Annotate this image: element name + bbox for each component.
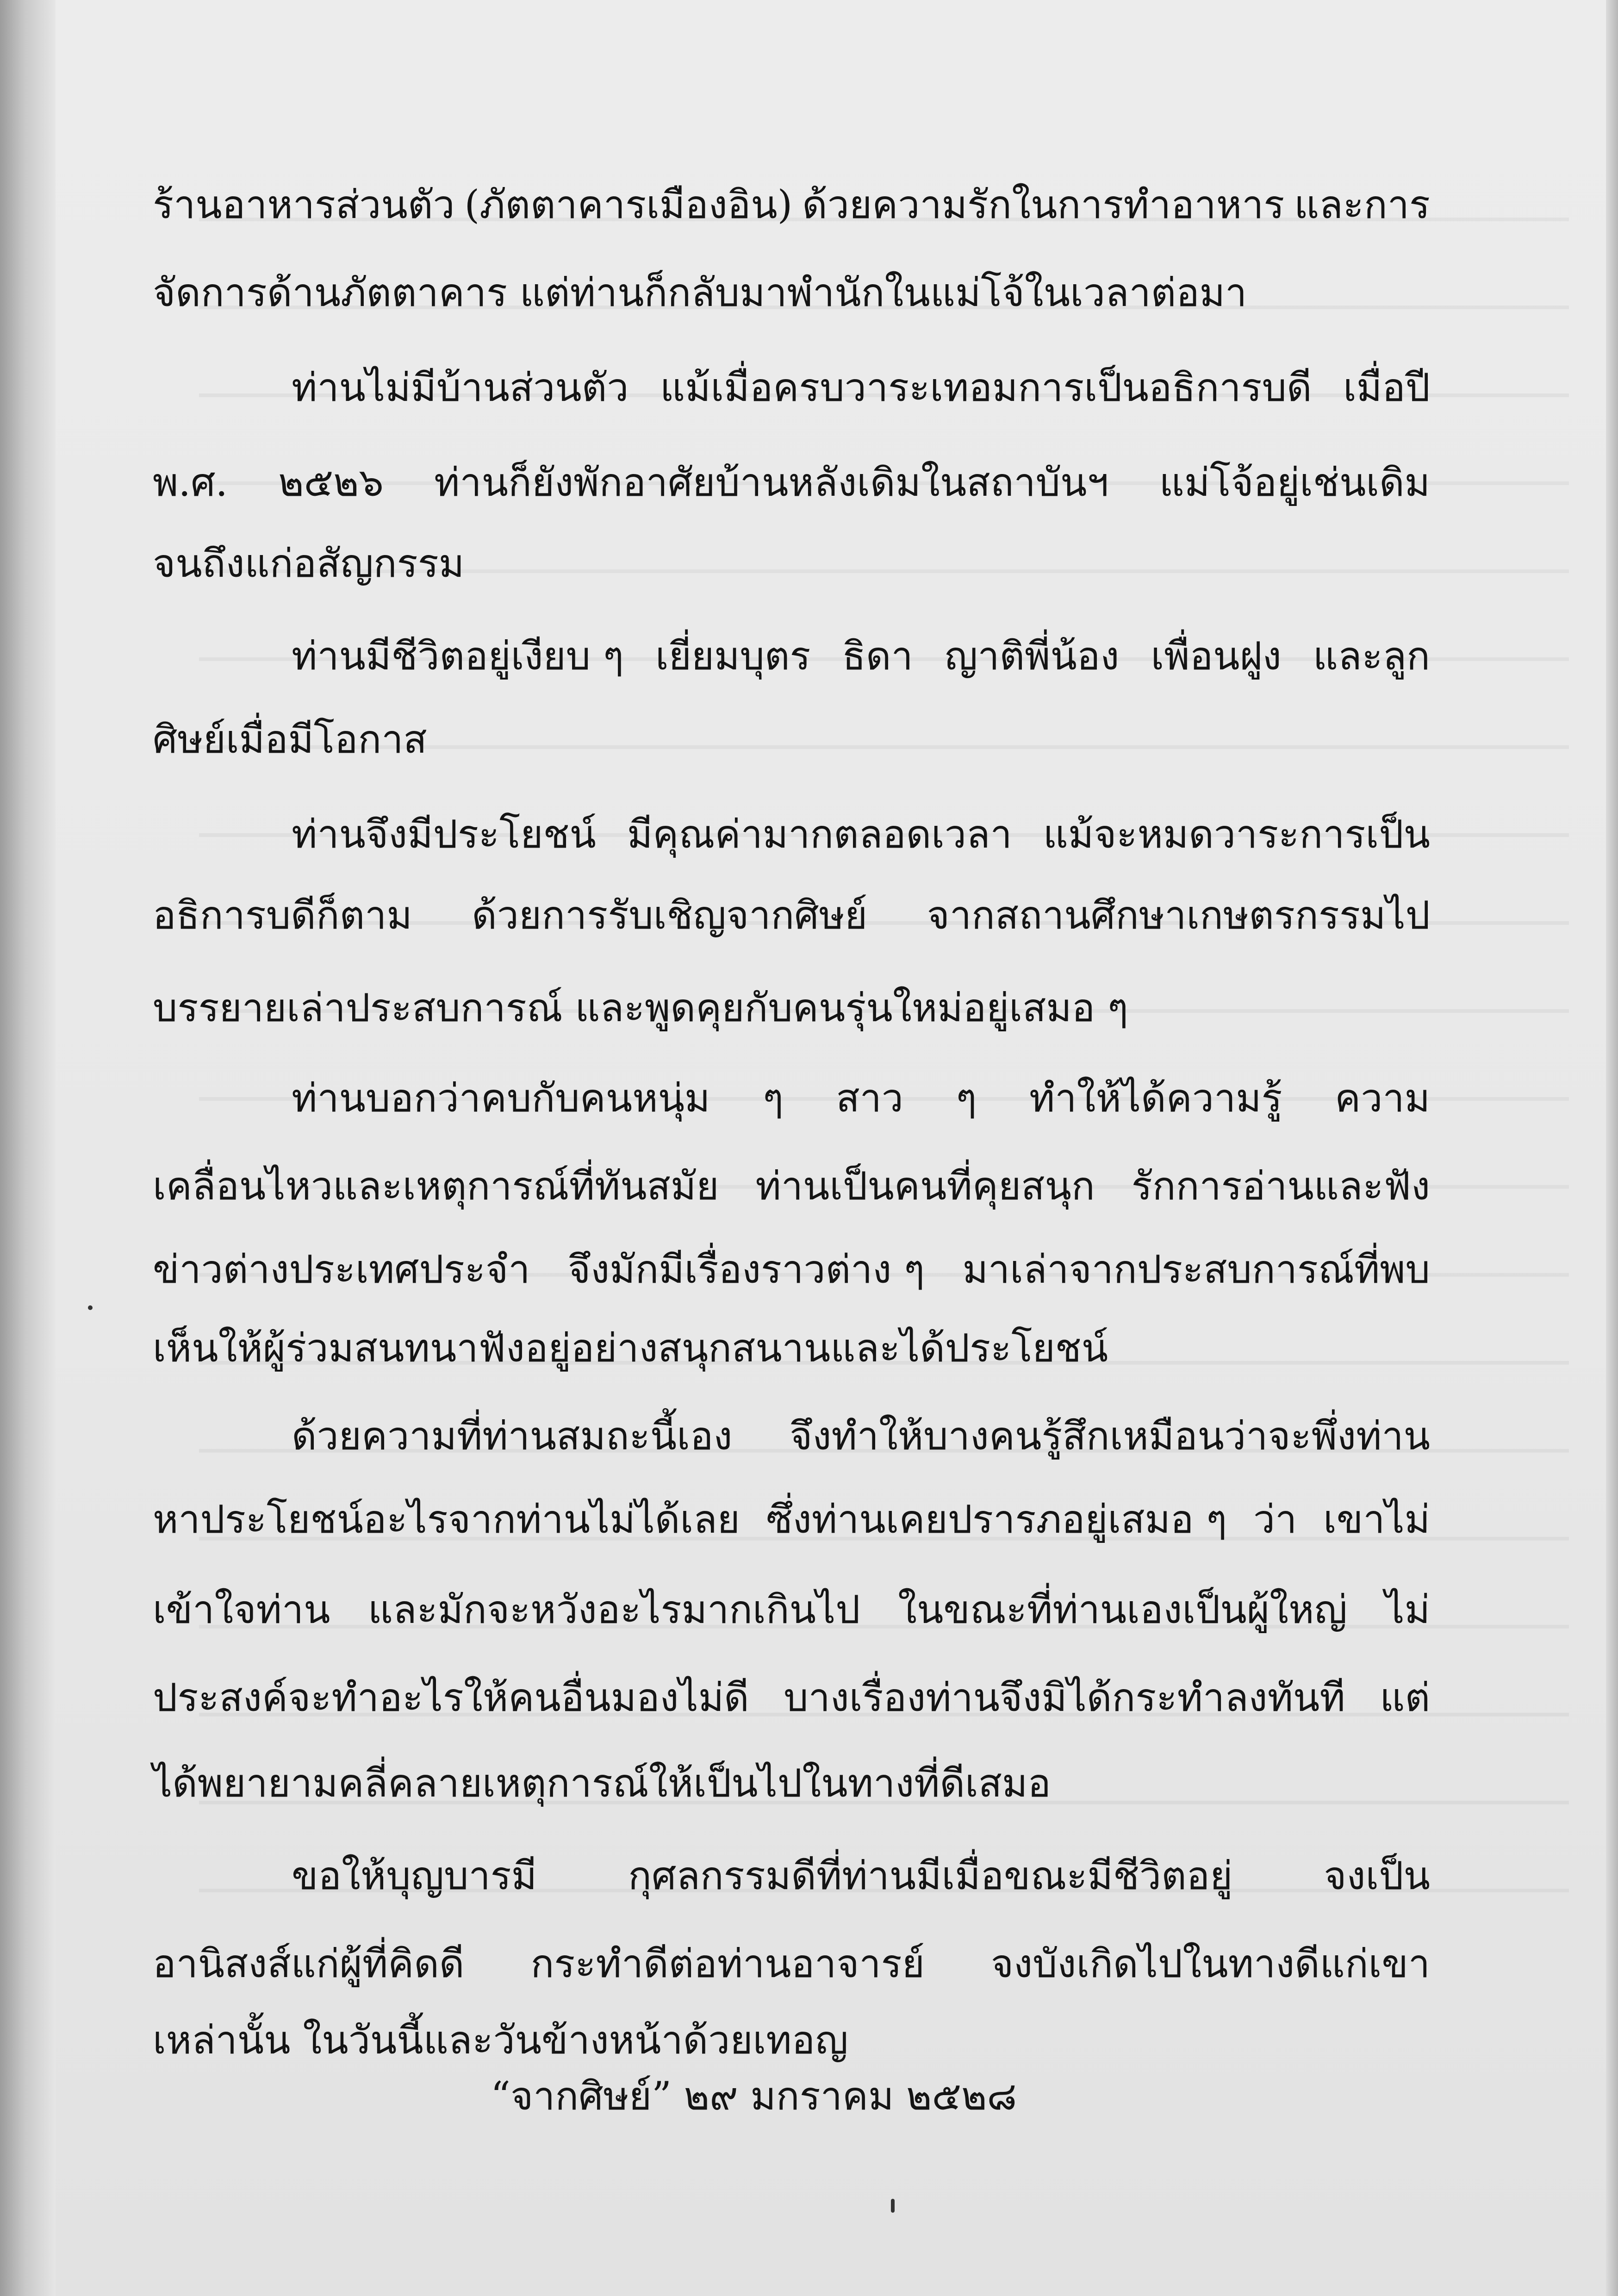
- text-segment: เคลื่อนไหวและเหตุการณ์ที่ทันสมัย: [153, 1163, 719, 1209]
- text-line-11: [153, 1075, 1430, 1121]
- text-segment: มาเล่าจากประสบการณ์ที่พบ: [962, 1247, 1430, 1292]
- text-segment: ประสงค์จะทำอะไรให้คนอื่นมองไม่ดี: [153, 1675, 749, 1720]
- text-line-22: เหล่านั้น ในวันนี้และวันข้างหน้าด้วยเทอญ: [153, 2017, 848, 2063]
- text-line-16: [153, 1497, 1430, 1542]
- text-line-7: ศิษย์เมื่อมีโอกาส: [153, 717, 427, 762]
- text-segment: เยี่ยมบุตร: [655, 633, 811, 679]
- text-line-20: [153, 1853, 1430, 1898]
- text-segment: ๆ: [956, 1075, 977, 1121]
- text-segment: ท่านก็ยังพักอาศัยบ้านหลังเดิมในสถาบันฯ: [434, 460, 1109, 505]
- text-line-17: [153, 1587, 1430, 1632]
- text-segment: จึงทำให้บางคนรู้สึกเหมือนว่าจะพึ่งท่าน: [790, 1413, 1430, 1459]
- text-segment: ร้านอาหารส่วนตัว: [153, 182, 455, 227]
- text-segment: สาว: [836, 1075, 903, 1121]
- text-line-3: [153, 365, 1430, 410]
- text-segment: ขอให้บุญบารมี: [292, 1853, 537, 1898]
- text-segment: แม่โจ้อยู่เช่นเดิม: [1159, 460, 1430, 505]
- text-segment: ธิดา: [842, 633, 913, 679]
- text-segment: แต่: [1380, 1675, 1430, 1720]
- text-segment: ญาติพี่น้อง: [944, 633, 1120, 679]
- text-segment: ท่านบอกว่าคบกับคนหนุ่ม: [292, 1075, 710, 1121]
- text-line-10: บรรยายเล่าประสบการณ์ และพูดคุยกับคนรุ่นใหม่อยู่เสมอ ๆ: [153, 985, 1128, 1030]
- book-binding-shadow: [0, 0, 56, 2296]
- text-line-21: [153, 1941, 1430, 1986]
- signature-line: “จากศิษย์” ๒๙ มกราคม ๒๕๒๘: [491, 2073, 1017, 2119]
- text-segment: ทำให้ได้ความรู้: [1029, 1075, 1282, 1121]
- text-line-12: [153, 1163, 1430, 1209]
- text-segment: เมื่อปี: [1343, 365, 1430, 410]
- text-segment: และลูก: [1313, 633, 1430, 679]
- text-segment: และการ: [1294, 182, 1430, 227]
- text-segment: ท่านจึงมีประโยชน์: [292, 811, 596, 857]
- text-segment: จงเป็น: [1324, 1853, 1430, 1898]
- text-segment: อธิการบดีก็ตาม: [153, 892, 412, 938]
- text-segment: เขาไม่: [1323, 1497, 1430, 1542]
- text-segment: ท่านมีชีวิตอยู่เงียบ ๆ: [292, 633, 624, 679]
- text-line-8: [153, 811, 1430, 857]
- text-segment: ด้วยความที่ท่านสมถะนี้เอง: [292, 1413, 733, 1459]
- text-segment: จึงมักมีเรื่องราวต่าง ๆ: [567, 1247, 925, 1292]
- text-segment: บางเรื่องท่านจึงมิได้กระทำลงทันที: [784, 1675, 1345, 1720]
- text-segment: เพื่อนฝูง: [1151, 633, 1282, 679]
- text-line-5: จนถึงแก่อสัญกรรม: [153, 541, 465, 586]
- text-segment: ท่านไม่มีบ้านส่วนตัว: [292, 365, 629, 410]
- text-line-19: ได้พยายามคลี่คลายเหตุการณ์ให้เป็นไปในทางที่ดีเสมอ: [153, 1760, 1051, 1806]
- paper-speck: [891, 2199, 895, 2213]
- text-segment: และมักจะหวังอะไรมากเกินไป: [367, 1587, 860, 1632]
- text-segment: จากสถานศึกษาเกษตรกรรมไป: [927, 892, 1430, 938]
- text-line-6: [153, 633, 1430, 679]
- text-segment: ไม่: [1385, 1587, 1430, 1632]
- text-segment: หาประโยชน์อะไรจากท่านไม่ได้เลย: [153, 1497, 740, 1542]
- text-segment: ๆ: [762, 1075, 784, 1121]
- text-line-2: จัดการด้านภัตตาคาร แต่ท่านก็กลับมาพำนักในแม่โจ้ในเวลาต่อมา: [153, 270, 1247, 315]
- text-segment: รักการอ่านและฟัง: [1131, 1163, 1430, 1209]
- text-line-15: [153, 1413, 1430, 1459]
- text-line-18: [153, 1675, 1430, 1720]
- text-segment: ข่าวต่างประเทศประจำ: [153, 1247, 530, 1292]
- text-segment: กุศลกรรมดีที่ท่านมีเมื่อขณะมีชีวิตอยู่: [628, 1853, 1233, 1898]
- text-line-4: [153, 460, 1430, 505]
- text-segment: ด้วยการรับเชิญจากศิษย์: [472, 892, 868, 938]
- text-segment: กระทำดีต่อท่านอาจารย์: [530, 1941, 925, 1986]
- page-right-edge: [1606, 0, 1618, 2296]
- text-segment: ซึ่งท่านเคยปรารภอยู่เสมอ ๆ: [766, 1497, 1227, 1542]
- text-segment: จงบังเกิดไปในทางดีแก่เขา: [990, 1941, 1430, 1986]
- text-segment: ด้วยความรักในการทำอาหาร: [802, 182, 1285, 227]
- text-segment: แม้จะหมดวาระการเป็น: [1043, 811, 1430, 857]
- text-segment: มีคุณค่ามากตลอดเวลา: [627, 811, 1012, 857]
- paper-speck: [88, 1305, 93, 1310]
- text-segment: ความ: [1335, 1075, 1430, 1121]
- text-segment: ในขณะที่ท่านเองเป็นผู้ใหญ่: [897, 1587, 1348, 1632]
- text-segment: ๒๕๒๖: [278, 460, 384, 505]
- text-line-9: [153, 892, 1430, 938]
- text-segment: เข้าใจท่าน: [153, 1587, 330, 1632]
- text-segment: ว่า: [1253, 1497, 1297, 1542]
- text-segment: (ภัตตาคารเมืองอิน): [464, 182, 793, 227]
- text-segment: พ.ศ.: [153, 460, 228, 505]
- text-line-14: เห็นให้ผู้ร่วมสนทนาฟังอยู่อย่างสนุกสนานและได้ประโยชน์: [153, 1325, 1108, 1371]
- text-segment: ท่านเป็นคนที่คุยสนุก: [755, 1163, 1095, 1209]
- text-segment: อานิสงส์แก่ผู้ที่คิดดี: [153, 1941, 465, 1986]
- text-line-13: [153, 1247, 1430, 1292]
- text-line-1: [153, 182, 1430, 227]
- text-segment: แม้เมื่อครบวาระเทอมการเป็นอธิการบดี: [660, 365, 1312, 410]
